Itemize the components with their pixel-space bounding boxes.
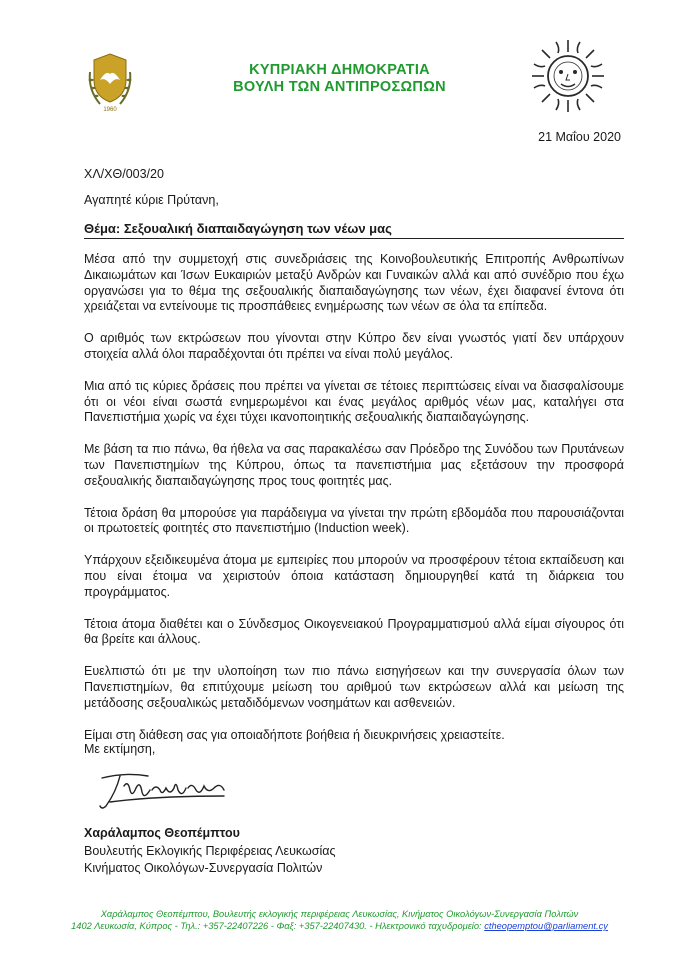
letter-date: 21 Μαΐου 2020 (538, 130, 621, 144)
handwritten-signature (96, 766, 236, 812)
signatory-party: Κινήματος Οικολόγων-Συνεργασία Πολιτών (84, 861, 323, 875)
footer-line-1: Χαράλαμπος Θεοπέμπτου, Βουλευτής εκλογικής περιφέρειας Λευκωσίας, Κινήματος Οικολόγων-Συνεργασία Πολιτών (100, 909, 579, 919)
paragraph: Ευελπιστώ ότι με την υλοποίηση των πιο πάνω εισηγήσεων και την συνεργασία όλων των Πανεπιστημίων, θα επιτύχουμε μείωση του αριθμού των εκτρώσεων αλλά και μείωση της μετάδοσης σεξουαλικώς μεταδιδόμενων νοσημάτων και ασθενειών. (84, 664, 624, 710)
signatory-name: Χαράλαμπος Θεοπέμπτου (84, 826, 240, 840)
paragraph: Τέτοια άτομα διαθέτει και ο Σύνδεσμος Οικογενειακού Προγραμματισμού αλλά είμαι σίγουρος ότι θα βρείτε και άλλους. (84, 616, 624, 647)
paragraph: Με βάση τα πιο πάνω, θα ήθελα να σας παρακαλέσω σαν Πρόεδρο της Συνόδου των Πρυτάνεων των Πανεπιστημίων της Κύπρου, όπως τα πανεπιστήμια μας εξετάσουν την προσφορά σεξουαλικής διαπαιδαγώγησης προς τους φοιτητές μας. (84, 442, 624, 488)
subject-line: Θέμα: Σεξουαλική διαπαιδαγώγηση των νέων μας (84, 221, 392, 236)
letter-body (84, 252, 624, 759)
signatory-title: Βουλευτής Εκλογικής Περιφέρειας Λευκωσίας (84, 844, 336, 858)
paragraph: Τέτοια δράση θα μπορούσε για παράδειγμα να γίνεται την πρώτη εβδομάδα που παρουσιάζονται οι πρωτοετείς φοιτητές στο πανεπιστήμιο (Induction week). (84, 505, 624, 536)
sun-emblem-icon (530, 38, 606, 114)
paragraph: Ο αριθμός των εκτρώσεων που γίνονται στην Κύπρο δεν είναι γνωστός γιατί δεν υπάρχουν στοιχεία αλλά όλοι παραδέχονται ότι πρέπει να είναι πολύ μεγάλος. (84, 331, 624, 361)
footer-contact: 1402 Λευκωσία, Κύπρος - Τηλ.: +357-22407226 - Φαξ: +357-22407430. - Ηλεκτρονικό ταχυδρομείο: (71, 921, 482, 931)
svg-text:1960: 1960 (103, 107, 117, 112)
reference-number: ΧΛ/ΧΘ/003/20 (84, 167, 164, 181)
closing: Με εκτίμηση, (84, 742, 156, 756)
subject-divider (84, 238, 624, 239)
paragraph: Μια από τις κύριες δράσεις που πρέπει να γίνεται σε τέτοιες περιπτώσεις είναι να διασφαλίσουμε ότι οι νέοι είναι σωστά ενημερωμένοι και ένας μεγάλος αριθμός νέων μας, καταλήγει στα Πανεπιστήμια χωρίς να έχει τύχει ικανοποιητικής σεξουαλικής διαπαιδαγώγησης. (84, 378, 624, 425)
footer-email-link[interactable]: ctheopemptou@parliament.cy (484, 921, 608, 931)
paragraph: Μέσα από την συμμετοχή στις συνεδριάσεις της Κοινοβουλευτικής Επιτροπής Ανθρωπίνων Δικαιωμάτων και Ίσων Ευκαιριών μεταξύ Ανδρών και Γυναικών αλλά και από συνέδριο που έχω οργανώσει για το θέμα της σεξουαλικής διαπαιδαγώγησης των νέων, έχει διαφανεί έντονα ότι χρειάζεται να εντείνουμε τις προσπάθειες ενημέρωσης των νέων σε όλα τα επίπεδα. (84, 252, 624, 314)
header-title-republic: ΚΥΠΡΙΑΚΗ ΔΗΜΟΚΡΑΤΙΑ (249, 62, 430, 78)
header-title-parliament: ΒΟΥΛΗ ΤΩΝ ΑΝΤΙΠΡΟΣΩΠΩΝ (233, 79, 446, 95)
paragraph: Είμαι στη διάθεση σας για οποιαδήποτε βοήθεια ή διευκρινήσεις χρειαστείτε. (84, 727, 505, 742)
footer-line-2 (0, 921, 679, 931)
paragraph: Υπάρχουν εξειδικευμένα άτομα με εμπειρίες που μπορούν να προσφέρουν τέτοια εκπαίδευση και που είναι έτοιμα να χειριστούν όποια κατάσταση δημιουργηθεί κατά τη διάρκεια του προγράμματος. (84, 553, 624, 599)
greeting: Αγαπητέ κύριε Πρύτανη, (84, 193, 219, 207)
